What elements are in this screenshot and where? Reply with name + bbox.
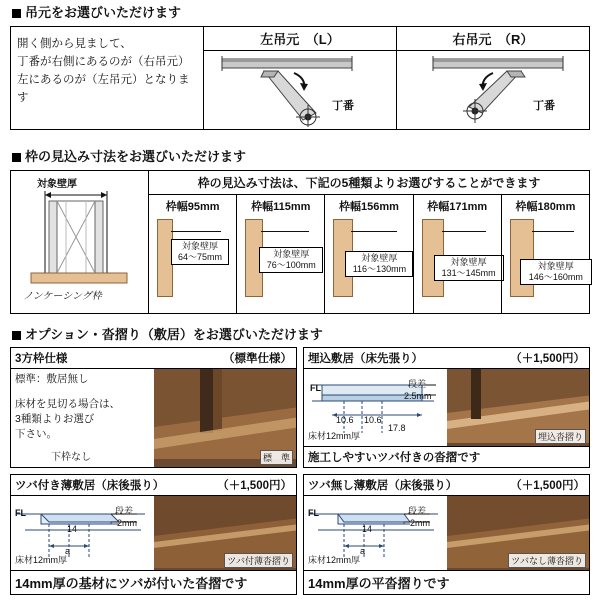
wall-thickness-label: 対象壁厚 [537, 261, 574, 271]
dim-right: 10.6 [364, 415, 382, 425]
option-diagram [304, 496, 447, 570]
hinge-description [11, 27, 204, 129]
wall-thickness-label: 対象壁厚 [361, 253, 398, 263]
option-footer: 施工しやすいツバ付きの沓摺です [304, 446, 589, 467]
dim-a: a [65, 546, 71, 556]
option-card-3way-frame[interactable] [10, 347, 297, 468]
fl-label: FL [308, 508, 319, 518]
frame-width-options [149, 171, 589, 313]
step-value: 2mm [117, 518, 137, 528]
option-footer: 14mm厚の基材にツバが付いた沓摺です [11, 570, 296, 594]
option-text-line-4: 3種類よりお選び [15, 413, 95, 425]
photo-label: 標 準 [260, 450, 293, 465]
wall-thickness-value: 76〜100mm [266, 260, 316, 270]
frame-depth-box [10, 170, 590, 314]
hinge-right-caption: 右吊元 （R） [397, 27, 589, 51]
wall-thickness-box [171, 239, 229, 265]
option-title: 埋込敷居（床先張り） [308, 353, 423, 365]
photo-label: ツバなし薄沓摺り [508, 553, 586, 568]
step-title: 段差 [408, 379, 427, 389]
photo-label: ツバ付薄沓摺り [224, 553, 293, 568]
dim-line [261, 231, 309, 232]
dim-width: 14 [362, 524, 373, 534]
option-price: （＋1,500円） [510, 353, 585, 365]
bullet-square-icon [12, 9, 21, 18]
wall-thickness-value: 131〜145mm [441, 268, 496, 278]
frame-width-caption: 枠の見込み寸法は、下記の5種類よりお選びすることができます [149, 171, 589, 195]
section-frame-heading: 枠の見込み寸法をお選びいただけます [8, 148, 246, 166]
hinge-right-label: 丁番 [533, 100, 555, 112]
frame-width-title: 枠幅156mm [339, 201, 399, 213]
hinge-left-cell [204, 27, 396, 129]
option-card-thin-sill-with-flange[interactable] [10, 474, 297, 595]
option-title-row [11, 475, 296, 496]
frame-width-col-95 [149, 195, 236, 313]
frame-width-title: 枠幅115mm [251, 201, 311, 213]
option-title-row [304, 348, 589, 369]
wall-thickness-label: 対象壁厚 [37, 179, 77, 190]
frame-width-title: 枠幅171mm [427, 201, 488, 213]
wall-thickness-label: 対象壁厚 [450, 257, 487, 267]
dim-a: 17.8 [388, 423, 406, 433]
option-card-thin-sill-no-flange[interactable] [303, 474, 590, 595]
option-text [11, 369, 154, 467]
section-frame-depth [8, 148, 592, 316]
option-text-line-1: 標準：敷居無し [15, 373, 89, 385]
floor-label: 床材12mm厚 [15, 555, 68, 565]
option-price: （標準仕様） [223, 353, 292, 365]
wall-thickness-box [345, 251, 413, 277]
dim-line [532, 231, 574, 232]
fl-label: FL [15, 508, 26, 518]
hinge-left-diagram [204, 51, 396, 129]
option-text-line-3: 床材を見切る場合は、 [15, 398, 120, 410]
hinge-right-cell [396, 27, 589, 129]
option-card-embedded-sill[interactable] [303, 347, 590, 468]
option-footer: 14mm厚の平沓摺りです [304, 570, 589, 594]
option-title: 3方枠仕様 [15, 353, 68, 365]
option-price: （＋1,500円） [217, 480, 292, 492]
option-photo [447, 496, 590, 570]
step-value: 2.5mm [404, 391, 432, 401]
option-title-row [304, 475, 589, 496]
bullet-square-icon [12, 331, 21, 340]
bullet-square-icon [12, 153, 21, 162]
frame-wall-illustration [11, 171, 149, 313]
option-diagram [11, 496, 154, 570]
step-title: 段差 [115, 506, 134, 516]
option-photo [154, 496, 297, 570]
section-hinge-heading: 吊元をお選びいただけます [8, 4, 181, 22]
hinge-desc-line-1: 開く側から見まして、 [17, 38, 132, 50]
hinge-desc-line-2: 丁番が右側にあるのが（右吊元） [17, 56, 190, 68]
fl-label: FL [310, 383, 321, 393]
hinge-frame [10, 26, 590, 130]
step-title: 段差 [408, 506, 427, 516]
frame-width-title: 枠幅180mm [515, 201, 576, 213]
option-diagram [304, 369, 447, 446]
wall-thickness-label: 対象壁厚 [273, 249, 310, 259]
section-hinge [8, 4, 592, 130]
option-photo [447, 369, 590, 446]
floor-label: 床材12mm厚 [308, 431, 361, 441]
section-options-heading: オプション・沓摺り（敷居）をお選びいただけます [8, 326, 323, 344]
dim-width: 14 [67, 524, 78, 534]
wall-thickness-box [520, 259, 592, 285]
wall-thickness-value: 146〜160mm [528, 272, 583, 282]
wall-thickness-box [259, 247, 323, 273]
dim-line [171, 231, 221, 232]
option-title: ツバ付き薄敷居（床後張り） [15, 480, 165, 492]
option-text-line-5: 下さい。 [15, 428, 57, 440]
frame-width-col-115 [236, 195, 324, 313]
wall-thickness-box [434, 255, 504, 281]
dim-a: a [360, 546, 366, 556]
section-options [8, 326, 592, 596]
wall-thickness-value: 64〜75mm [177, 252, 223, 262]
dim-line [442, 231, 486, 232]
frame-width-col-180 [501, 195, 589, 313]
option-price: （＋1,500円） [510, 480, 585, 492]
option-title-row [11, 348, 296, 369]
non-casing-frame-label: ノンケーシング枠 [23, 291, 102, 302]
option-photo [154, 369, 297, 467]
option-title: ツバ無し薄敷居（床後張り） [308, 480, 458, 492]
hinge-left-caption: 左吊元 （L） [204, 27, 396, 51]
options-grid [10, 347, 590, 595]
dim-left: 10.6 [336, 415, 354, 425]
photo-label: 埋込沓摺り [535, 429, 586, 444]
hinge-left-label: 丁番 [332, 100, 354, 112]
floor-label: 床材12mm厚 [308, 555, 361, 565]
option-bottom-caption: 下枠なし [51, 452, 91, 463]
wall-thickness-value: 116〜130mm [352, 264, 407, 274]
frame-width-col-156 [324, 195, 412, 313]
frame-profile [510, 219, 534, 297]
hinge-right-diagram [397, 51, 589, 129]
frame-width-title: 枠幅95mm [165, 201, 220, 213]
frame-width-col-171 [413, 195, 501, 313]
step-value: 2mm [410, 518, 430, 528]
hinge-desc-line-3: 左にあるのが（左吊元）となります [17, 74, 190, 104]
dim-line [351, 231, 397, 232]
wall-thickness-label: 対象壁厚 [181, 241, 218, 251]
